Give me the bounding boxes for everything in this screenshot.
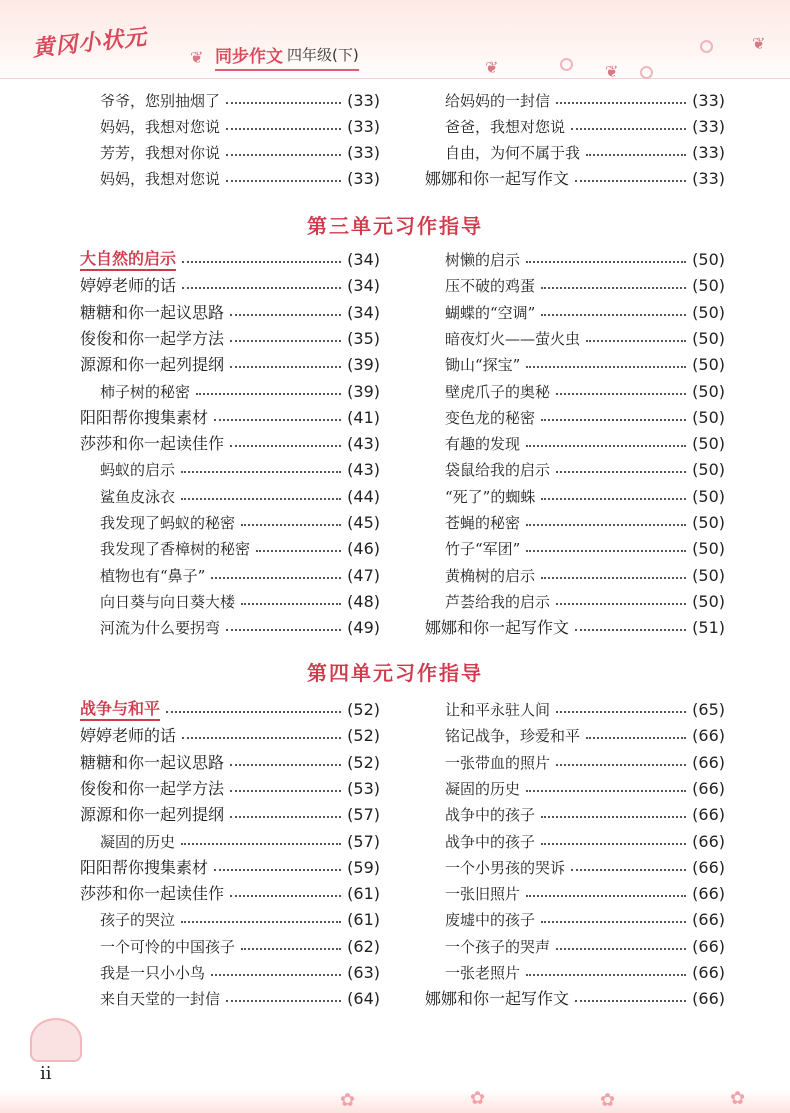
toc-page-number: (50)	[692, 591, 725, 611]
toc-page-number: (50)	[692, 355, 725, 375]
toc-entry-title: 向日葵与向日葵大楼	[100, 592, 236, 611]
toc-entry	[80, 510, 380, 536]
leader-dots	[214, 869, 341, 871]
toc-entry-title: 娜娜和你一起写作文	[425, 618, 570, 638]
toc-entry-title: 苍蝇的秘密	[445, 514, 521, 532]
toc-entry-title: 一张老照片	[445, 964, 521, 982]
toc-entry	[80, 114, 380, 140]
toc-entry	[425, 457, 725, 483]
toc-entry-title: 娜娜和你一起写作文	[425, 169, 570, 188]
leader-dots	[571, 869, 686, 871]
toc-entry-title: 战争中的孩子	[445, 806, 536, 825]
leader-dots	[556, 102, 686, 104]
toc-entry-title: 阳阳帮你搜集素材	[80, 857, 209, 877]
toc-entry-title: 源源和你一起列提纲	[80, 805, 225, 825]
toc-entry	[80, 166, 380, 192]
toc-entry	[425, 88, 725, 114]
toc-page-number: (50)	[692, 486, 725, 506]
toc-entry-title: 有趣的发现	[445, 435, 521, 454]
leader-dots	[241, 603, 341, 605]
toc-page-number: (66)	[692, 752, 725, 772]
toc-entry-title: 妈妈，我想对您说	[100, 170, 221, 188]
toc-page-number: (66)	[692, 778, 725, 798]
toc-entry-title: 鲨鱼皮泳衣	[100, 487, 176, 506]
toc-entry-title: 芦荟给我的启示	[445, 592, 551, 611]
leader-dots	[230, 445, 341, 447]
toc-entry-title: 婷婷老师的话	[80, 276, 177, 296]
toc-entry	[425, 881, 725, 907]
toc-page-number: (66)	[692, 989, 725, 1009]
toc-page-number: (34)	[347, 302, 380, 322]
toc-entry	[425, 536, 725, 562]
toc-entry-title: 我发现了蚂蚁的秘密	[100, 514, 236, 532]
leader-dots	[575, 1000, 686, 1002]
leader-dots	[230, 895, 341, 897]
grade-label: 四年级(下)	[287, 46, 359, 64]
leader-dots	[211, 974, 341, 976]
toc-page-number: (39)	[347, 355, 380, 375]
flower-icon: ✿	[730, 1088, 746, 1109]
leader-dots	[181, 498, 341, 500]
toc-entry	[425, 589, 725, 615]
leader-dots	[230, 816, 341, 818]
toc-page-number: (33)	[692, 117, 725, 136]
toc-entry-title: 来自天堂的一封信	[100, 990, 221, 1009]
toc-entry	[425, 723, 725, 749]
leader-dots	[526, 366, 686, 368]
toc-entry	[80, 88, 380, 114]
leader-dots	[526, 790, 686, 792]
toc-page-number: (50)	[692, 302, 725, 322]
leader-dots	[182, 287, 341, 289]
toc-entry	[80, 589, 380, 615]
toc-entry-title: 芳芳，我想对你说	[100, 144, 221, 162]
decorative-circle-icon	[700, 40, 713, 53]
leader-dots	[541, 921, 686, 923]
leader-dots	[214, 419, 341, 421]
toc-entry-title: 让和平永驻人间	[445, 701, 551, 719]
toc-page-number: (49)	[347, 618, 380, 638]
toc-entry-title: 竹子“军团”	[445, 540, 521, 559]
toc-entry	[80, 986, 380, 1012]
toc-page-number: (33)	[347, 117, 380, 136]
toc-entry-title: 压不破的鸡蛋	[445, 277, 536, 296]
toc-entry-title: 一张带血的照片	[445, 753, 551, 772]
leader-dots	[571, 128, 686, 130]
toc-section-heading: 战争与和平	[80, 699, 160, 721]
leader-dots	[241, 948, 341, 950]
flower-icon: ✿	[340, 1090, 356, 1111]
toc-entry	[425, 934, 725, 960]
decorative-circle-icon	[640, 66, 653, 79]
leader-dots	[526, 895, 686, 897]
toc-entry	[425, 750, 725, 776]
toc-entry	[425, 114, 725, 140]
toc-page-number: (47)	[347, 565, 380, 585]
toc-page-number: (65)	[692, 700, 725, 719]
leader-dots	[575, 180, 686, 182]
book-title-badge	[215, 42, 359, 71]
leader-dots	[230, 340, 341, 342]
leader-dots	[556, 711, 686, 713]
toc-entry-title: 莎莎和你一起读佳作	[80, 884, 225, 904]
corner-decoration-icon	[30, 1018, 82, 1062]
toc-page-number: (57)	[347, 831, 380, 851]
toc-entry	[425, 829, 725, 855]
leader-dots	[166, 711, 341, 713]
toc-entry	[80, 326, 380, 352]
leader-dots	[226, 180, 341, 182]
toc-entry	[425, 563, 725, 589]
toc-entry-title: 壁虎爪子的奥秘	[445, 382, 551, 401]
toc-page-number: (35)	[347, 328, 380, 348]
toc-entry-title: 铭记战争，珍爱和平	[445, 727, 581, 746]
toc-page-number: (52)	[347, 726, 380, 746]
footer-decoration	[0, 1090, 790, 1113]
toc-entry	[80, 881, 380, 907]
leader-dots	[181, 921, 341, 923]
toc-entry-title: 暗夜灯火——萤火虫	[445, 329, 581, 348]
leader-dots	[586, 340, 686, 342]
toc-entry-title: 爷爷，您别抽烟了	[100, 92, 221, 110]
toc-page-number: (57)	[347, 805, 380, 825]
toc-entry	[425, 166, 725, 192]
toc-entry-title: 自由，为何不属于我	[445, 144, 581, 162]
leader-dots	[226, 154, 341, 156]
toc-page-number: (33)	[347, 143, 380, 162]
toc-page-number: (48)	[347, 591, 380, 611]
toc-page-number: (41)	[347, 407, 380, 427]
flower-icon: ✿	[600, 1090, 616, 1111]
leader-dots	[541, 419, 686, 421]
toc-entry-title: 源源和你一起列提纲	[80, 355, 225, 375]
toc-entry	[80, 431, 380, 457]
toc-entry	[425, 907, 725, 933]
toc-entry	[425, 510, 725, 536]
leader-dots	[541, 816, 686, 818]
toc-entry	[425, 431, 725, 457]
toc-page-number: (66)	[692, 857, 725, 877]
toc-entry-title: 黄桷树的启示	[445, 566, 536, 585]
toc-page-number: (33)	[692, 143, 725, 162]
toc-page-number: (53)	[347, 778, 380, 798]
toc-page-number: (66)	[692, 963, 725, 982]
toc-entry	[425, 140, 725, 166]
toc-entry-title: 一个可怜的中国孩子	[100, 937, 236, 956]
leader-dots	[230, 764, 341, 766]
leader-dots	[526, 974, 686, 976]
leader-dots	[586, 154, 686, 156]
toc-entry-title: 蝴蝶的“空调”	[445, 303, 536, 322]
leader-dots	[256, 550, 341, 552]
toc-page-number: (52)	[347, 752, 380, 772]
toc-entry	[80, 247, 380, 273]
toc-entry-title: 树懒的启示	[445, 251, 521, 269]
toc-page-number: (33)	[347, 91, 380, 110]
toc-entry-title: 柿子树的秘密	[100, 382, 191, 401]
toc-entry	[80, 563, 380, 589]
toc-entry-title: 凝固的历史	[100, 832, 176, 851]
leader-dots	[556, 764, 686, 766]
toc-page-number: (52)	[347, 700, 380, 719]
toc-entry	[80, 907, 380, 933]
toc-entry	[80, 934, 380, 960]
toc-entry	[425, 484, 725, 510]
toc-page-number: (50)	[692, 565, 725, 585]
toc-entry	[425, 697, 725, 723]
leader-dots	[182, 261, 341, 263]
toc-entry	[425, 776, 725, 802]
leader-dots	[230, 366, 341, 368]
toc-entry-title: 我是一只小小鸟	[100, 964, 206, 982]
toc-entry	[80, 484, 380, 510]
toc-entry	[425, 855, 725, 881]
leader-dots	[556, 471, 686, 473]
toc-entry	[80, 273, 380, 299]
leader-dots	[526, 445, 686, 447]
leader-dots	[241, 524, 341, 526]
toc-page-number: (61)	[347, 910, 380, 930]
leader-dots	[181, 843, 341, 845]
leader-dots	[556, 603, 686, 605]
leader-dots	[226, 128, 341, 130]
toc-entry	[80, 140, 380, 166]
leader-dots	[526, 261, 686, 263]
toc-page-number: (34)	[347, 250, 380, 269]
butterfly-icon: ❦	[485, 58, 499, 77]
toc-page-number: (43)	[347, 460, 380, 480]
unit-3-title: 第三单元习作指导	[307, 214, 483, 238]
toc-page-number: (62)	[347, 936, 380, 956]
toc-entry-title: “死了”的蜘蛛	[445, 487, 536, 506]
toc-entry	[80, 615, 380, 641]
leader-dots	[526, 550, 686, 552]
toc-entry-title: 变色龙的秘密	[445, 408, 536, 427]
unit-4-title: 第四单元习作指导	[307, 661, 483, 685]
toc-page-number: (50)	[692, 513, 725, 532]
leader-dots	[541, 843, 686, 845]
toc-page-number: (43)	[347, 434, 380, 454]
toc-entry	[80, 352, 380, 378]
toc-entry-title: 俊俊和你一起学方法	[80, 328, 225, 348]
toc-entry-title: 妈妈，我想对您说	[100, 118, 221, 136]
toc-entry	[425, 379, 725, 405]
toc-entry	[425, 986, 725, 1012]
toc-page-number: (63)	[347, 963, 380, 982]
butterfly-icon: ❦	[752, 34, 766, 53]
toc-page-number: (51)	[692, 618, 725, 638]
toc-entry	[80, 776, 380, 802]
flower-icon: ✿	[470, 1088, 486, 1109]
toc-page-number: (50)	[692, 460, 725, 480]
toc-entry-title: 一张旧照片	[445, 885, 521, 904]
leader-dots	[556, 393, 686, 395]
leader-dots	[226, 1000, 341, 1002]
toc-entry	[425, 247, 725, 273]
toc-page-number: (66)	[692, 884, 725, 904]
toc-entry	[80, 379, 380, 405]
toc-entry	[425, 326, 725, 352]
toc-page-number: (50)	[692, 276, 725, 296]
toc-entry-title: 爸爸，我想对您说	[445, 118, 566, 136]
toc-page-number: (33)	[347, 169, 380, 188]
toc-entry	[425, 273, 725, 299]
leader-dots	[556, 948, 686, 950]
toc-page-number: (66)	[692, 831, 725, 851]
leader-dots	[196, 393, 341, 395]
page-number: ii	[40, 1063, 52, 1084]
toc-entry	[80, 960, 380, 986]
leader-dots	[541, 314, 686, 316]
leader-dots	[575, 629, 686, 631]
leader-dots	[541, 498, 686, 500]
toc-section-heading: 大自然的启示	[80, 249, 176, 271]
toc-entry-title: 糖糖和你一起议思路	[80, 752, 225, 772]
toc-entry-title: 孩子的哭泣	[100, 911, 176, 930]
toc-entry-title: 阳阳帮你搜集素材	[80, 407, 209, 427]
toc-entry-title: 一个小男孩的哭诉	[445, 858, 566, 877]
toc-entry-title: 莎莎和你一起读佳作	[80, 434, 225, 454]
leader-dots	[226, 629, 341, 631]
toc-entry-title: 给妈妈的一封信	[445, 92, 551, 110]
toc-page-number: (33)	[692, 169, 725, 188]
toc-entry	[80, 750, 380, 776]
toc-entry	[80, 405, 380, 431]
toc-entry	[425, 405, 725, 431]
toc-entry	[80, 723, 380, 749]
leader-dots	[586, 737, 686, 739]
toc-entry	[425, 300, 725, 326]
butterfly-icon: ❦	[605, 62, 619, 81]
toc-entry-title: 婷婷老师的话	[80, 726, 177, 746]
leader-dots	[226, 102, 341, 104]
toc-page-number: (66)	[692, 726, 725, 746]
toc-page-number: (64)	[347, 989, 380, 1009]
toc-entry-title: 蚂蚁的启示	[100, 461, 176, 480]
toc-page-number: (50)	[692, 539, 725, 559]
toc-page-number: (66)	[692, 910, 725, 930]
toc-page-number: (50)	[692, 407, 725, 427]
leader-dots	[230, 790, 341, 792]
toc-page-number: (33)	[692, 91, 725, 110]
toc-entry-title: 娜娜和你一起写作文	[425, 989, 570, 1009]
toc-entry	[425, 615, 725, 641]
toc-entry-title: 凝固的历史	[445, 779, 521, 798]
toc-page-number: (66)	[692, 805, 725, 825]
toc-entry-title: 锄山“探宝”	[445, 356, 521, 375]
toc-entry-title: 河流为什么要拐弯	[100, 619, 221, 638]
toc-page-number: (45)	[347, 513, 380, 532]
leader-dots	[541, 287, 686, 289]
toc-entry-title: 废墟中的孩子	[445, 911, 536, 930]
toc-entry-title: 袋鼠给我的启示	[445, 461, 551, 480]
brand-logo: 黄冈小状元	[31, 24, 149, 62]
toc-entry	[80, 829, 380, 855]
toc-entry-title: 我发现了香樟树的秘密	[100, 540, 251, 559]
leader-dots	[541, 577, 686, 579]
toc-page-number: (50)	[692, 434, 725, 454]
toc-page-number: (50)	[692, 250, 725, 269]
page-header	[0, 0, 790, 79]
toc-entry	[425, 960, 725, 986]
toc-entry-title: 植物也有“鼻子”	[100, 566, 206, 585]
butterfly-icon: ❦	[190, 48, 204, 67]
toc-entry-title: 战争中的孩子	[445, 832, 536, 851]
leader-dots	[182, 737, 341, 739]
toc-page-number: (61)	[347, 884, 380, 904]
toc-entry	[425, 802, 725, 828]
toc-page-number: (44)	[347, 486, 380, 506]
toc-entry	[80, 536, 380, 562]
toc-entry	[425, 352, 725, 378]
toc-entry	[80, 300, 380, 326]
toc-page-number: (59)	[347, 857, 380, 877]
leader-dots	[181, 471, 341, 473]
toc-page-number: (34)	[347, 276, 380, 296]
toc-entry	[80, 697, 380, 723]
toc-entry	[80, 855, 380, 881]
toc-entry	[80, 802, 380, 828]
toc-page-number: (66)	[692, 936, 725, 956]
decorative-circle-icon	[560, 58, 573, 71]
toc-entry-title: 一个孩子的哭声	[445, 937, 551, 956]
leader-dots	[211, 577, 341, 579]
book-title: 同步作文	[215, 47, 283, 67]
toc-entry-title: 糖糖和你一起议思路	[80, 302, 225, 322]
toc-entry	[80, 457, 380, 483]
leader-dots	[526, 524, 686, 526]
toc-page-number: (50)	[692, 381, 725, 401]
toc-page-number: (50)	[692, 328, 725, 348]
leader-dots	[230, 314, 341, 316]
toc-page-number: (39)	[347, 381, 380, 401]
toc-page-number: (46)	[347, 539, 380, 559]
toc-entry-title: 俊俊和你一起学方法	[80, 778, 225, 798]
